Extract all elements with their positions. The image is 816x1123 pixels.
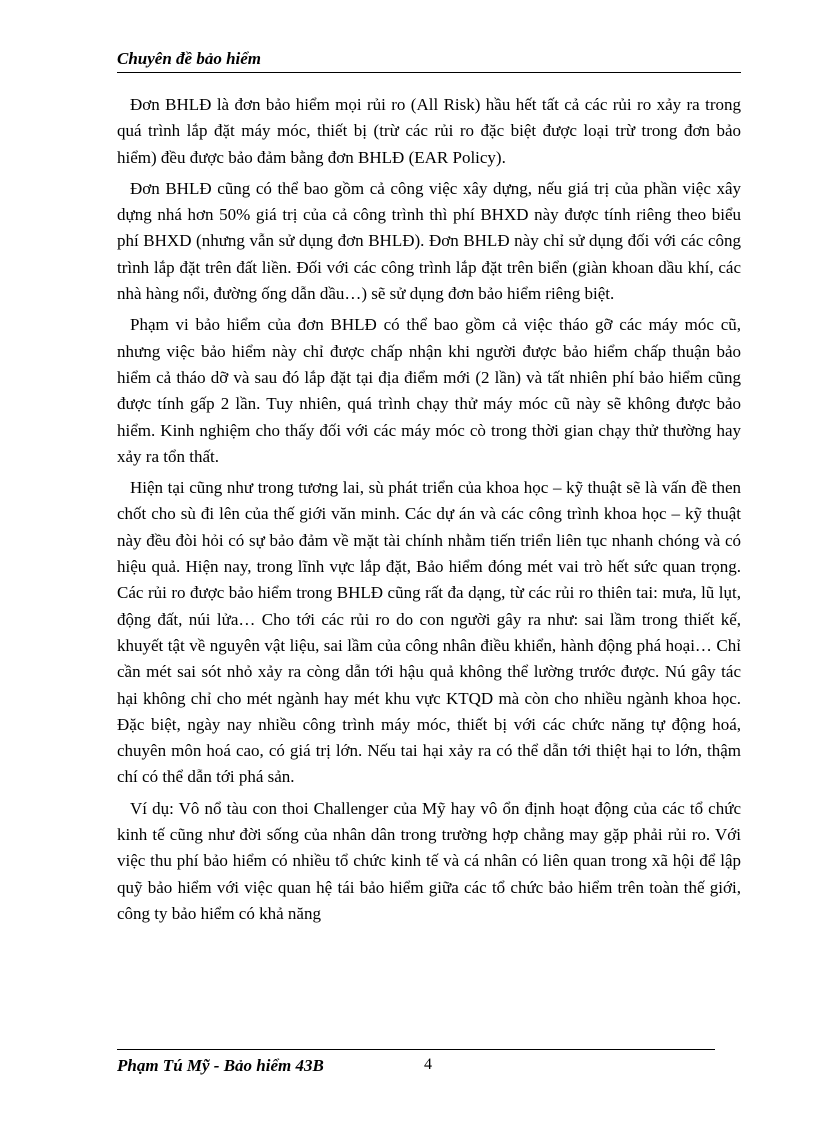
header-title: Chuyên đề bảo hiểm — [117, 49, 262, 68]
paragraph-ear-policy: Đơn BHLĐ là đơn bảo hiểm mọi rủi ro (All Risk) hầu hết tất cả các rủi ro xảy ra trong quá trình lắp đặt máy móc, thiết bị (trừ các rủi ro đặc biệt được loại trừ trong đơn bảo hiểm) đều được bảo đảm bằng đơn BHLĐ (EAR Policy). — [117, 95, 741, 167]
paragraph-insurance-scope: Phạm vi bảo hiểm của đơn BHLĐ có thể bao gồm cả việc tháo gỡ các máy móc cũ, nhưng việc bảo hiểm này chỉ được chấp nhận khi người được bảo hiểm chấp thuận bảo hiểm cả tháo dỡ và sau đó lắp đặt tại địa điểm mới (2 lần) và tất nhiên phí bảo hiểm cũng được tính gấp 2 lần. Tuy nhiên, quá trình chạy thử máy móc cũ này sẽ không được bảo hiểm. Kinh nghiệm cho thấy đối với các máy móc cò trong thời gian chạy thử thường hay xảy ra tổn thất. — [117, 315, 741, 466]
paragraph-science-technology: Hiện tại cũng như trong tương lai, sù phát triển của khoa học – kỹ thuật sẽ là vấn đề then chốt cho sù đi lên của thế giới văn minh. Các dự án và các công trình khoa học – kỹ thuật này đều đòi hỏi có sự bảo đảm về mặt tài chính nhằm tiến triển liên tục nhanh chóng và có hiệu quả. Hiện nay, trong lĩnh vực lắp đặt, Bảo hiểm đóng mét vai trò hết sức quan trọng. Các rủi ro được bảo hiểm trong BHLĐ cũng rất đa dạng, từ các rủi ro thiên tai: mưa, lũ lụt, động đất, núi lửa… Cho tới các rủi ro do con người gây ra như: sai lầm trong thiết kế, khuyết tật về nguyên vật liệu, sai lầm của công nhân điều khiển, hành động phá hoại… Chỉ cần mét sai sót nhỏ xảy ra còng dẫn tới hậu quả không thể lường trước được. Nú gây tác hại không chỉ cho mét ngành hay mét khu vực KTQD mà còn cho nhiều ngành khoa học. Đặc biệt, ngày nay nhiều công trình máy móc, thiết bị với các chức năng tự động hoá, chuyên môn hoá cao, có giá trị lớn. Nếu tai hại xảy ra có thể dẫn tới thiệt hại to lớn, thậm chí có thể dẫn tới phá sản. — [117, 478, 741, 787]
page-footer — [117, 1049, 715, 1076]
page-header — [117, 48, 741, 73]
page-number: 4 — [424, 1056, 432, 1073]
document-body — [117, 92, 741, 932]
paragraph-example: Ví dụ: Vô nổ tàu con thoi Challenger của Mỹ hay vô ổn định hoạt động của các tổ chức kinh tế cũng như đời sống của nhân dân trong trường hợp chẳng may gặp phải rủi ro. Với việc thu phí bảo hiểm có nhiều tổ chức kinh tế và cá nhân có liên quan trong xã hội để lập quỹ bảo hiểm với việc quan hệ tái bảo hiểm giữa các tổ chức bảo hiểm trên toàn thế giới, công ty bảo hiểm có khả năng — [117, 798, 741, 923]
paragraph-construction-work: Đơn BHLĐ cũng có thể bao gồm cả công việc xây dựng, nếu giá trị của phần việc xây dựng nhá hơn 50% giá trị của cả công trình thì phí BHXD này được tính riêng theo biểu phí BHXD (nhưng vẫn sử dụng đơn BHLĐ). Đơn BHLĐ này chỉ sử dụng đối với các công trình lắp đặt trên đất liền. Đối với các công trình lắp đặt trên biển (giàn khoan dầu khí, các nhà hàng nổi, đường ống dẫn dầu…) sẽ sử dụng đơn bảo hiểm riêng biệt. — [117, 178, 741, 304]
footer-author: Phạm Tú Mỹ - Bảo hiểm 43B — [117, 1056, 324, 1075]
